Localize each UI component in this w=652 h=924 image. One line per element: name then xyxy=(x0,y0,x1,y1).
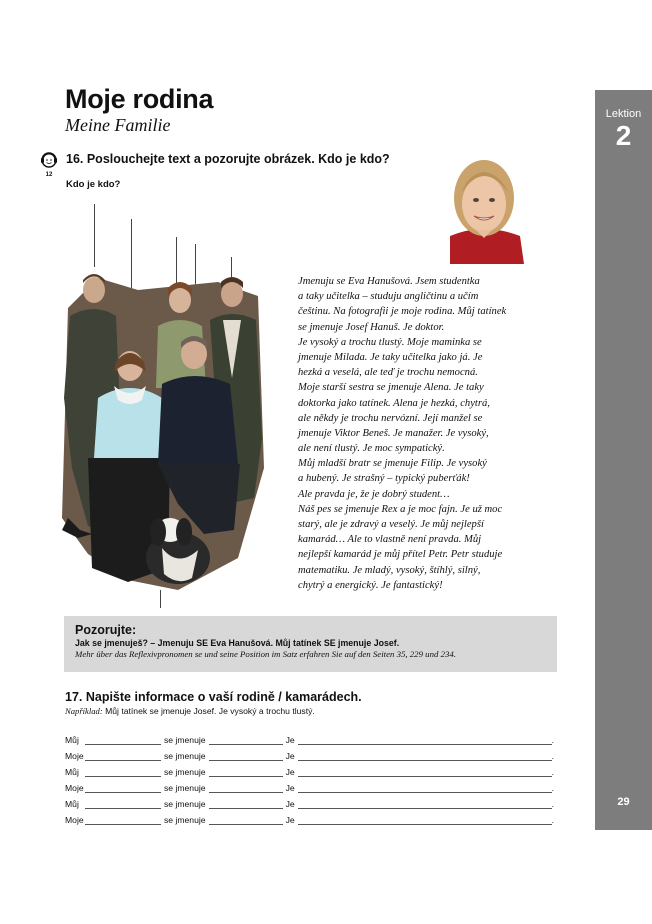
story-line: Moje starší sestra se jmenuje Alena. Je taky xyxy=(298,382,484,394)
name-blank[interactable] xyxy=(85,816,161,825)
note-heading: Pozorujte: xyxy=(75,623,137,637)
family-photo xyxy=(58,268,268,598)
story-line: Jmenuju se Eva Hanušová. Jsem studentka xyxy=(298,276,480,287)
note-reference: Mehr über das Reflexivpronomen se und seine Position im Satz erfahren Sie auf den Seiten 35, 229 und 234. xyxy=(75,649,456,659)
lesson-number: 2 xyxy=(615,120,632,151)
name-blank[interactable] xyxy=(85,800,161,809)
story-line: ale není tlustý. Je moc sympatický. xyxy=(298,443,445,455)
story-line: jmenuje Milada. Je taky učitelka jako já. Je xyxy=(298,351,483,363)
story-text xyxy=(298,274,568,593)
se-jmenuje-text: se jmenuje xyxy=(164,735,206,745)
row-start-word: Můj xyxy=(65,767,79,777)
form-row xyxy=(65,729,560,745)
name-blank[interactable] xyxy=(85,736,161,745)
description-blank[interactable] xyxy=(298,783,555,793)
story-line: Ale pravda je, že je dobrý student… xyxy=(298,488,450,500)
form-row xyxy=(65,745,560,761)
story-line: matematiku. Je mladý, vysoký, štíhlý, silný, xyxy=(298,564,481,576)
row-start-word: Můj xyxy=(65,799,79,809)
story-line: Je vysoký a trochu tlustý. Moje maminka se xyxy=(298,336,482,348)
je-text: Je xyxy=(285,735,295,745)
name-value-blank[interactable] xyxy=(209,736,283,745)
je-text: Je xyxy=(285,799,295,809)
row-start-word: Můj xyxy=(65,735,79,745)
story-line: a taky učitelka – studuju angličtinu a učím xyxy=(298,291,479,303)
name-value-blank[interactable] xyxy=(209,816,283,825)
form-row xyxy=(65,761,560,777)
story-line: chytrý a energický. Je fantastický! xyxy=(298,579,443,591)
story-line: se jmenuje Josef Hanuš. Je doktor. xyxy=(298,321,445,333)
je-text: Je xyxy=(285,751,295,761)
description-blank[interactable] xyxy=(298,815,555,825)
exercise-17-instruction: 17. Napište informace o vaší rodině / kamarádech. xyxy=(65,690,362,704)
row-start-word: Moje xyxy=(65,751,84,761)
page-title: Moje rodina xyxy=(65,84,214,114)
row-end-dot: . xyxy=(551,767,555,777)
se-jmenuje-text: se jmenuje xyxy=(164,815,206,825)
audio-track[interactable] xyxy=(40,152,58,178)
row-end-dot: . xyxy=(551,799,555,809)
form-row xyxy=(65,777,560,793)
row-end-dot: . xyxy=(551,783,555,793)
story-line: češtinu. Na fotografii je moje rodina. Můj tatínek xyxy=(298,306,507,318)
story-line: ale někdy je trochu nervózní. Její manžel se xyxy=(298,412,483,424)
name-blank[interactable] xyxy=(85,768,161,777)
family-info-form xyxy=(65,729,560,825)
exercise-17-example xyxy=(65,706,315,716)
je-text: Je xyxy=(285,767,295,777)
story-line: a hubený. Je strašný – typický puberťák! xyxy=(298,473,470,485)
form-row xyxy=(65,793,560,809)
story-line: Náš pes se jmenuje Rex a je moc fajn. Je už moc xyxy=(298,503,503,515)
lesson-sidebar xyxy=(595,90,652,830)
row-end-dot: . xyxy=(551,735,555,745)
lesson-label: Lektion xyxy=(605,108,642,120)
row-end-dot: . xyxy=(551,815,555,825)
se-jmenuje-text: se jmenuje xyxy=(164,767,206,777)
name-blank[interactable] xyxy=(85,784,161,793)
story-line: kamarád… Ale to vlastně není pravda. Můj xyxy=(298,534,482,546)
description-blank[interactable] xyxy=(298,735,555,745)
note-box xyxy=(64,616,557,672)
row-start-word: Moje xyxy=(65,783,84,793)
example-label: Například: xyxy=(65,706,103,716)
name-blank[interactable] xyxy=(85,752,161,761)
row-start-word: Moje xyxy=(65,815,84,825)
headphones-icon xyxy=(40,152,58,178)
story-line: Můj mladší bratr se jmenuje Filip. Je vysoký xyxy=(298,458,487,470)
form-row xyxy=(65,809,560,825)
page-number: 29 xyxy=(617,796,630,808)
story-line: doktorka jako tatínek. Alena je hezká, chytrá, xyxy=(298,397,490,409)
eva-portrait xyxy=(440,152,528,264)
se-jmenuje-text: se jmenuje xyxy=(164,751,206,761)
se-jmenuje-text: se jmenuje xyxy=(164,783,206,793)
kdo-je-kdo-label: Kdo je kdo? xyxy=(66,179,121,190)
audio-track-number: 12 xyxy=(45,172,53,178)
description-blank[interactable] xyxy=(298,751,555,761)
je-text: Je xyxy=(285,815,295,825)
pointer-line xyxy=(94,204,95,267)
se-jmenuje-text: se jmenuje xyxy=(164,799,206,809)
row-end-dot: . xyxy=(551,751,555,761)
story-line: jmenuje Viktor Beneš. Je manažer. Je vysoký, xyxy=(298,427,489,439)
story-line: nejlepší kamarád je můj přítel Petr. Petr studuje xyxy=(298,549,503,561)
description-blank[interactable] xyxy=(298,767,555,777)
example-text: Můj tatínek se jmenuje Josef. Je vysoký a trochu tlustý. xyxy=(105,706,315,716)
story-line: hezká a veselá, ale teď je trochu nemocná. xyxy=(298,367,478,379)
name-value-blank[interactable] xyxy=(209,768,283,777)
note-example: Jak se jmenuješ? – Jmenuju SE Eva Hanušová. Můj tatínek SE jmenuje Josef. xyxy=(75,638,400,648)
story-line: starý, ale je zdravý a veselý. Je můj nejlepší xyxy=(298,519,484,530)
name-value-blank[interactable] xyxy=(209,752,283,761)
name-value-blank[interactable] xyxy=(209,800,283,809)
je-text: Je xyxy=(285,783,295,793)
exercise-16-instruction: 16. Poslouchejte text a pozorujte obrázek. Kdo je kdo? xyxy=(66,152,390,166)
name-value-blank[interactable] xyxy=(209,784,283,793)
page-subtitle: Meine Familie xyxy=(65,115,171,135)
description-blank[interactable] xyxy=(298,799,555,809)
